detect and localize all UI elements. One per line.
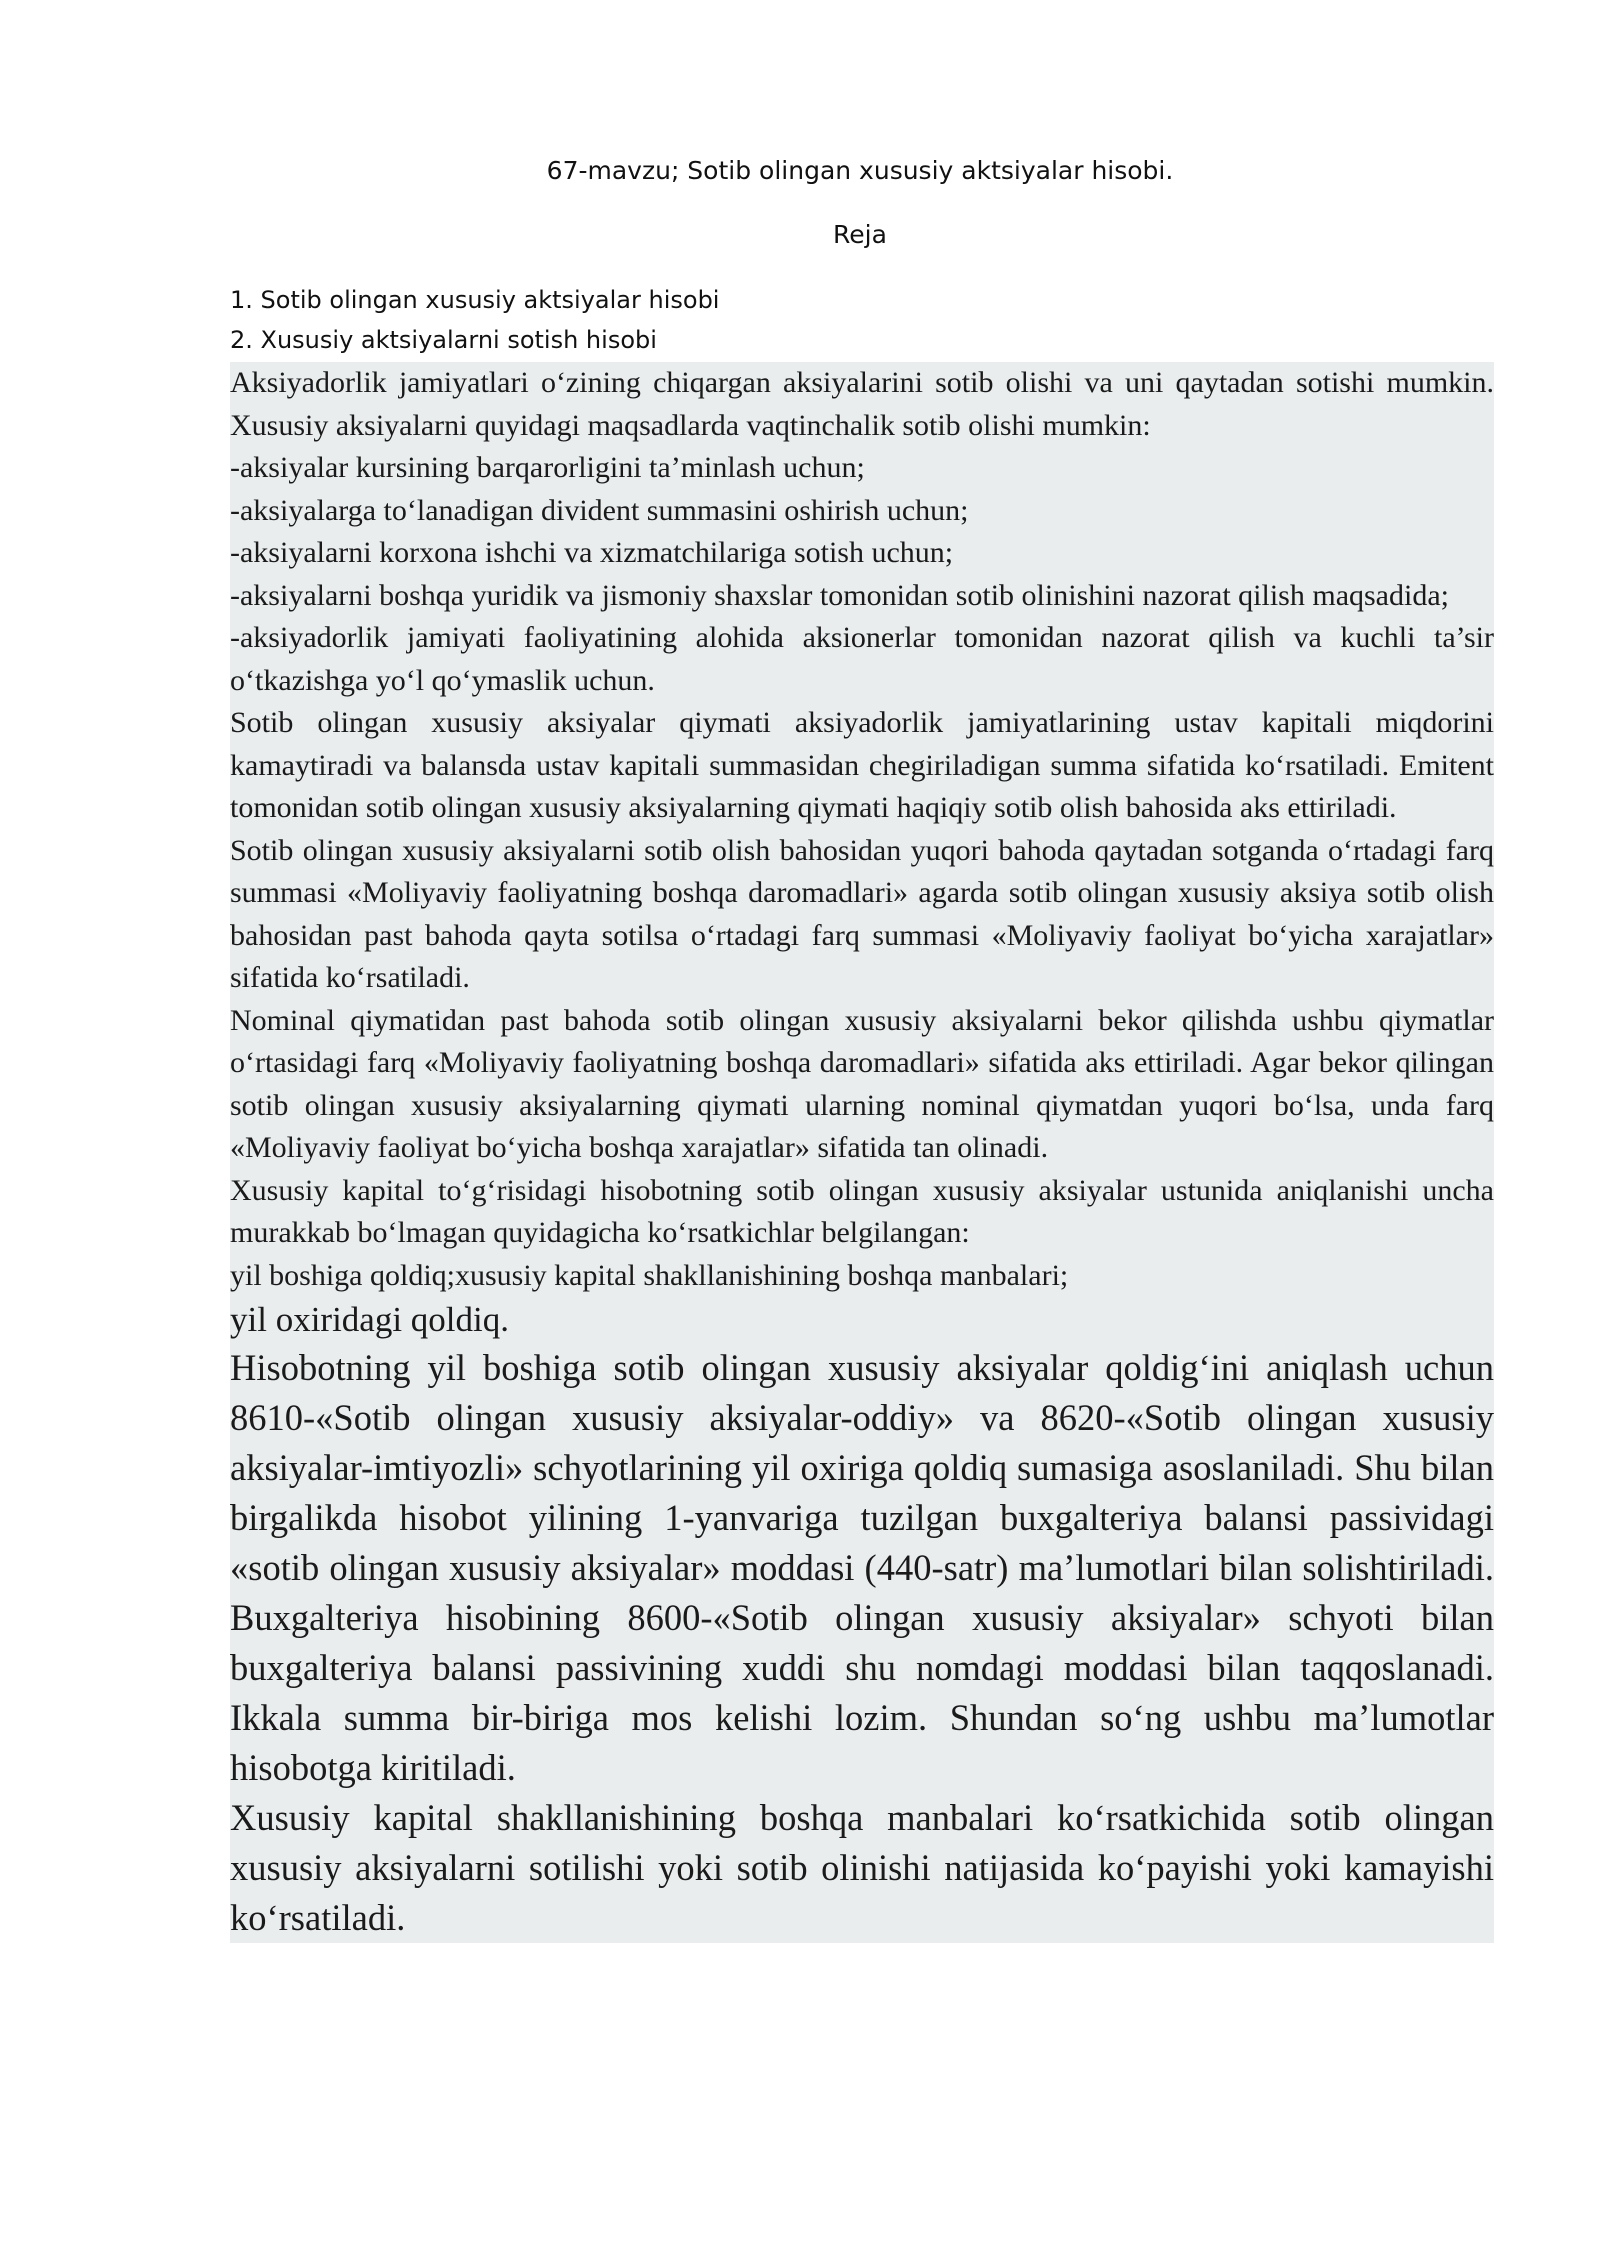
list-item: -aksiyalarni korxona ishchi va xizmatchilariga sotish uchun;	[230, 536, 954, 569]
plan-heading: Reja	[833, 220, 887, 249]
document-body	[230, 362, 1494, 1943]
list-item: -aksiyalarga to‘lanadigan divident summasini oshirish uchun;	[230, 493, 969, 527]
body-paragraph: Hisobotning yil boshiga sotib olingan xususiy aksiyalar qoldig‘ini aniqlash uchun 8610-«Sotib olingan xususiy aksiyalar-oddiy» va 8620-«Sotib olingan xususiy aksiyalar-imtiyozli» schyotlarining yil oxiriga qoldiq sumasiga asoslaniladi. Shu bilan birgalikda hisobot yilining 1-yanvariga tuzilgan buxgalteriya balansi passividagi «sotib olingan xususiy aksiyalar» moddasi (440-satr) ma’lumotlari bilan solishtiriladi. Buxgalteriya hisobining 8600-«Sotib olingan xususiy aksiyalar» schyoti bilan buxgalteriya balansi passivining xuddi shu nomdagi moddasi bilan taqqoslanadi. Ikkala summa bir-biriga mos kelishi lozim. Shundan so‘ng ushbu ma’lumotlar hisobotga kiritiladi.	[230, 1347, 1494, 1788]
plan-list	[230, 280, 719, 360]
document-title: 67-mavzu; Sotib olingan xususiy aktsiyalar hisobi.	[546, 156, 1174, 185]
body-paragraph: Sotib olingan xususiy aksiyalarni sotib olish bahosidan yuqori bahoda qaytadan sotganda o‘rtadagi farq summasi «Moliyaviy faoliyatning boshqa daromadlari» agarda sotib olingan xususiy aksiya sotib olish bahosidan past bahoda qayta sotilsa o‘rtadagi farq summasi «Moliyaviy faoliyat bo‘yicha xarajatlar» sifatida ko‘rsatiladi.	[230, 833, 1494, 994]
plan-item: 2. Xususiy aktsiyalarni sotish hisobi	[230, 326, 657, 354]
plan-item: 1. Sotib olingan xususiy aktsiyalar hisobi	[230, 286, 720, 314]
body-paragraph: yil oxiridagi qoldiq.	[230, 1300, 510, 1339]
body-paragraph: Sotib olingan xususiy aksiyalar qiymati aksiyadorlik jamiyatlarining ustav kapitali miqdorini kamaytiradi va balansda ustav kapitali summasidan chegiriladigan summa sifatida ko‘rsatiladi. Emitent tomonidan sotib olingan xususiy aksiyalarning qiymati haqiqiy sotib olish bahosida aks ettiriladi.	[230, 706, 1494, 824]
body-paragraph: Xususiy kapital to‘g‘risidagi hisobotning sotib olingan xususiy aksiyalar ustunida aniqlanishi uncha murakkab bo‘lmagan quyidagicha ko‘rsatkichlar belgilangan:	[230, 1173, 1494, 1249]
body-paragraph: Xususiy kapital shakllanishining boshqa manbalari ko‘rsatkichida sotib olingan xususiy aksiyalarni sotilishi yoki sotib olinishi natijasida ko‘payishi yoki kamayishi ko‘rsatiladi.	[230, 1797, 1494, 1938]
list-item: -aksiyalarni boshqa yuridik va jismoniy shaxslar tomonidan sotib olinishini nazorat qilish maqsadida;	[230, 578, 1449, 612]
body-paragraph: yil boshiga qoldiq;xususiy kapital shakllanishining boshqa manbalari;	[230, 1258, 1069, 1292]
body-paragraph: Aksiyadorlik jamiyatlari o‘zining chiqargan aksiyalarini sotib olishi va uni qaytadan sotishi mumkin. Xususiy aksiyalarni quyidagi maqsadlarda vaqtinchalik sotib olishi mumkin:	[230, 366, 1494, 442]
list-item: -aksiyalar kursining barqarorligini ta’minlash uchun;	[230, 451, 865, 484]
list-item: -aksiyadorlik jamiyati faoliyatining alohida aksionerlar tomonidan nazorat qilish va kuchli ta’sir o‘tkazishga yo‘l qo‘ymaslik uchun.	[230, 621, 1494, 697]
body-paragraph: Nominal qiymatidan past bahoda sotib olingan xususiy aksiyalarni bekor qilishda ushbu qiymatlar o‘rtasidagi farq «Moliyaviy faoliyatning boshqa daromadlari» sifatida aks ettiriladi. Agar bekor qilingan sotib olingan xususiy aksiyalarning qiymati ularning nominal qiymatdan yuqori bo‘lsa, unda farq «Moliyaviy faoliyat bo‘yicha boshqa xarajatlar» sifatida tan olinadi.	[230, 1003, 1494, 1164]
